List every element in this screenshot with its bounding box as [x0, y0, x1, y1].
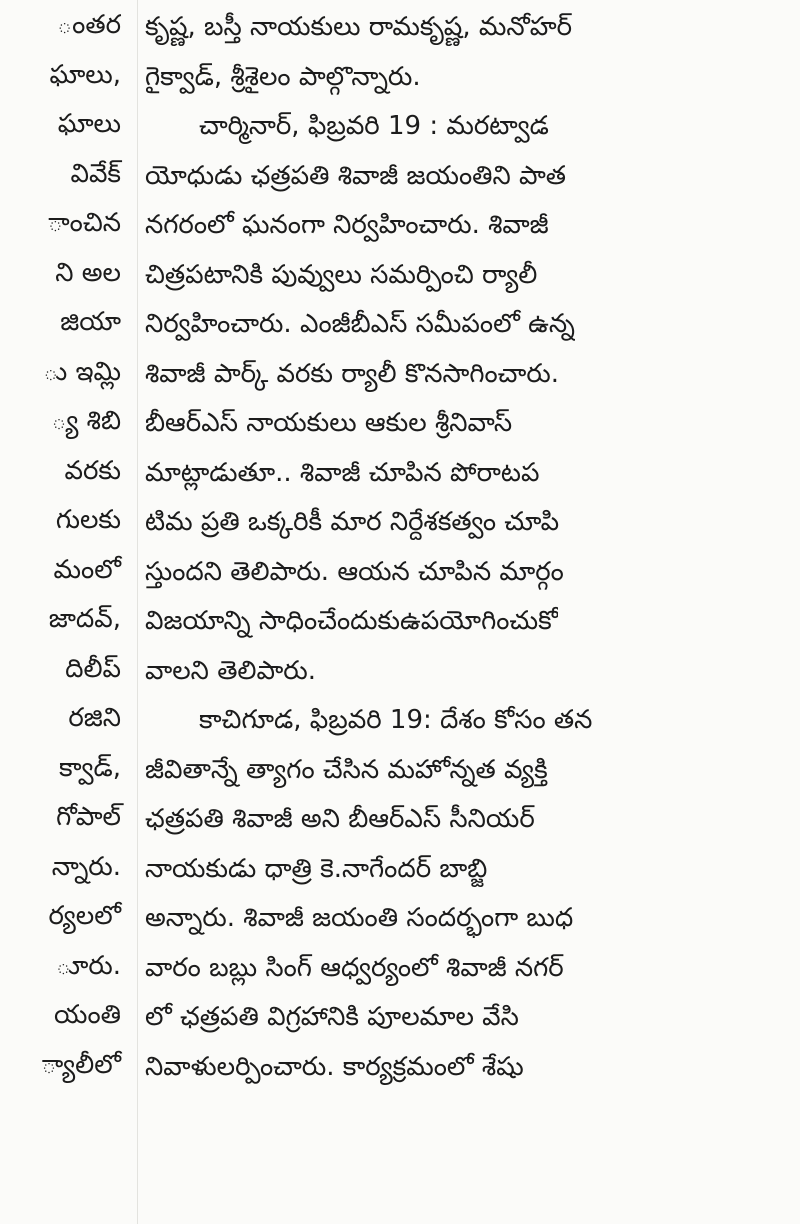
left-column-line: ఘాలు, — [49, 59, 121, 90]
left-column-line: జాదవ్, — [48, 604, 121, 634]
article-line: స్తుందని తెలిపారు. ఆయన చూపిన మార్గం — [145, 556, 564, 587]
left-column-line: న్నారు. — [51, 851, 121, 882]
left-column-line: ాంచిన — [47, 208, 121, 238]
left-column-line: జియా — [60, 307, 121, 337]
left-column-line: రజిని — [68, 703, 121, 733]
left-column-line: గులకు — [55, 505, 121, 535]
column-divider — [137, 0, 138, 1224]
article-line: అన్నారు. శివాజీ జయంతి సందర్భంగా బుధ — [145, 903, 574, 933]
article-line: చిత్రపటానికి పువ్వులు సమర్పించి ర్యాలీ — [145, 259, 538, 290]
article-line: శివాజీ పార్క్ వరకు ర్యాలీ కొనసాగించారు. — [145, 358, 560, 389]
paragraph-start-line: చార్మినార్, ఫిబ్రవరి 19 : మరట్వాడ — [199, 111, 549, 141]
left-column-line: ్య శిబి — [51, 406, 121, 436]
left-column-line: ూరు. — [55, 950, 121, 981]
article-column — [145, 0, 785, 1224]
article-line: నగరంలో ఘనంగా నిర్వహించారు. శివాజీ — [145, 210, 549, 240]
article-line: బీఆర్ఎస్ నాయకులు ఆకుల శ్రీనివాస్ — [145, 408, 513, 438]
article-line: నివాళులర్పించారు. కార్యక్రమంలో శేషు — [145, 1051, 524, 1082]
article-line: మాట్లాడుతూ.. శివాజీ చూపిన పోరాటప — [145, 457, 540, 488]
article-line: నాయకుడు ధాత్రి కె.నాగేందర్ బాబ్జి — [145, 853, 488, 884]
article-line: నిర్వహించారు. ఎంజీబీఎస్ సమీపంలో ఉన్న — [145, 309, 575, 339]
left-column-line: క్వాడ్, — [59, 752, 121, 783]
left-column-line: వరకు — [64, 455, 121, 486]
article-line: విజయాన్ని సాధించేందుకుఉపయోగించుకో — [145, 606, 559, 636]
article-line: వారం బబ్లు సింగ్ ఆధ్వర్యంలో శివాజీ నగర్ — [145, 952, 564, 983]
left-column-fragment — [0, 0, 125, 1224]
article-line: గైక్వాడ్, శ్రీశైలం పాల్గొన్నారు. — [145, 61, 421, 92]
left-column-line: గోపాల్ — [56, 802, 121, 832]
left-column-line: ని అల — [55, 257, 121, 288]
left-column-line: ు ఇమ్లి — [43, 356, 121, 387]
left-column-line: ంతర — [57, 10, 121, 40]
left-column-line: వివేక్ — [70, 158, 121, 189]
article-line: జీవితాన్నే త్యాగం చేసిన మహోన్నత వ్యక్తి — [145, 754, 548, 785]
left-column-line: ఘాలు — [57, 109, 121, 139]
paragraph-start-line: కాచిగూడ, ఫిబ్రవరి 19: దేశం కోసం తన — [199, 705, 593, 735]
left-column-line: యంతి — [54, 1000, 121, 1030]
article-line: లో ఛత్రపతి విగ్రహానికి పూలమాల వేసి — [145, 1002, 519, 1032]
article-line: టిమ ప్రతి ఒక్కరికీ మార నిర్దేశకత్వం చూపి — [145, 507, 560, 537]
article-line: కృష్ణ, బస్తీ నాయకులు రామకృష్ణ, మనోహర్ — [145, 12, 573, 42]
article-line: వాలని తెలిపారు. — [145, 655, 316, 686]
left-column-line: దిలీప్ — [65, 653, 121, 684]
left-column-line: ర్యలలో — [48, 901, 121, 931]
left-column-line: మంలో — [53, 554, 121, 585]
left-column-line: ్యాలీలో — [41, 1049, 121, 1080]
article-line: యోధుడు ఛత్రపతి శివాజీ జయంతిని పాత — [145, 160, 567, 191]
article-line: ఛత్రపతి శివాజీ అని బీఆర్ఎస్ సీనియర్ — [145, 804, 535, 834]
